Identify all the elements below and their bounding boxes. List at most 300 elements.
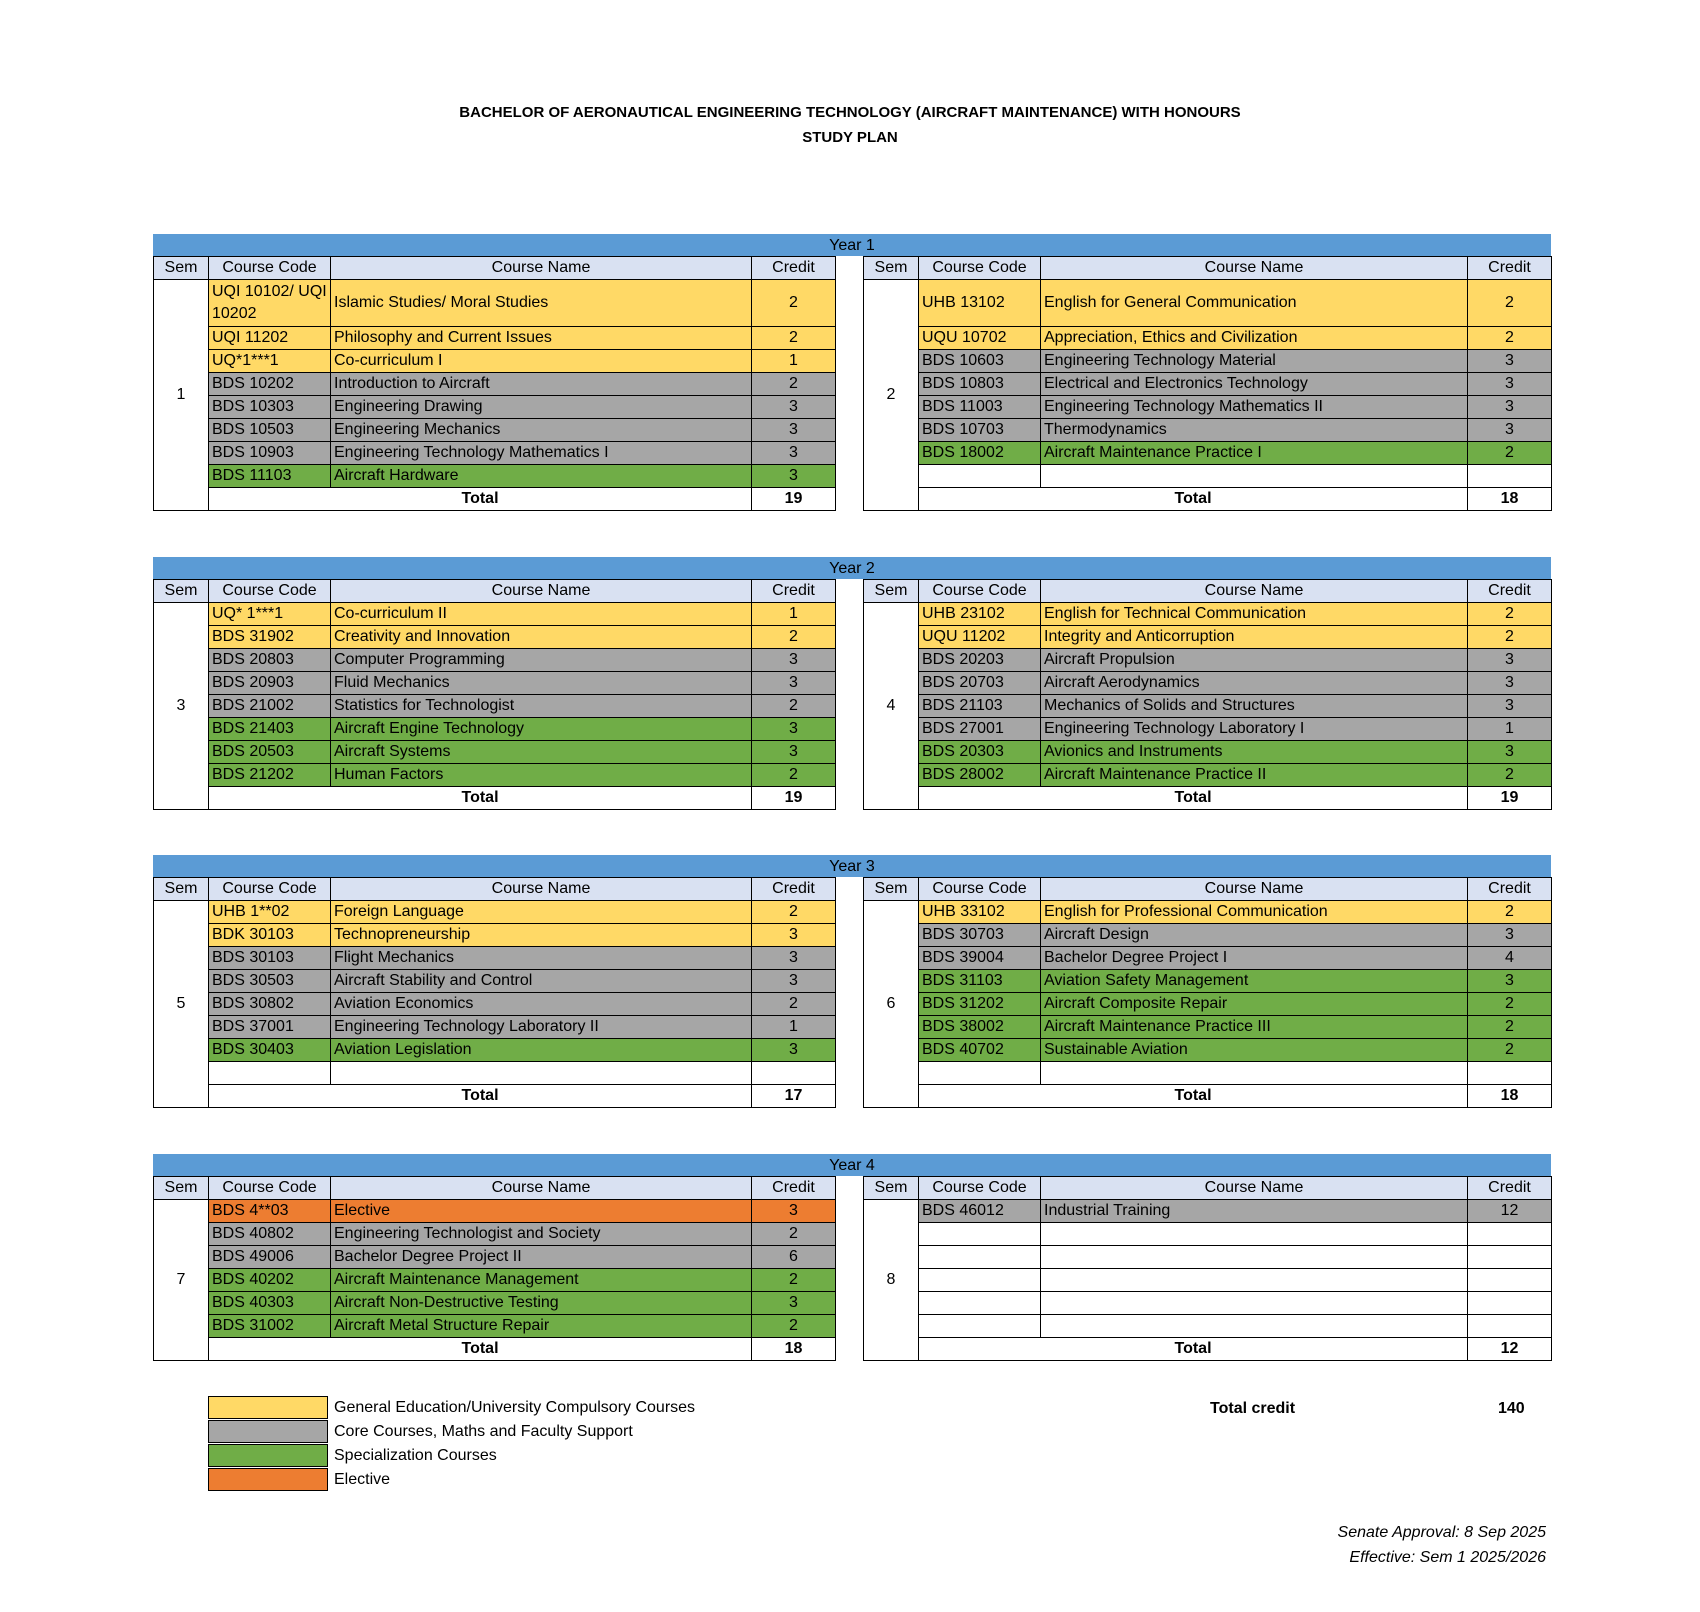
course-code: BDS 38002 [919,1016,1041,1039]
credit-header: Credit [1468,580,1552,603]
course-name: Engineering Technology Mathematics I [331,442,752,465]
course-name: Aircraft Design [1041,924,1468,947]
sem-header: Sem [154,257,209,280]
semester-table [153,579,836,810]
course-name: Aircraft Aerodynamics [1041,672,1468,695]
header-row [154,257,836,280]
course-name: Technopreneurship [331,924,752,947]
course-row [864,947,1552,970]
course-row [154,1200,836,1223]
course-credit: 2 [752,626,836,649]
course-row [864,1269,1552,1292]
course-code: BDS 10603 [919,350,1041,373]
course-credit: 2 [1468,626,1552,649]
legend-item [208,1396,695,1420]
legend-item [208,1420,695,1444]
total-row [864,488,1552,511]
course-name: Electrical and Electronics Technology [1041,373,1468,396]
course-code [919,1292,1041,1315]
course-name: English for Professional Communication [1041,901,1468,924]
year-label: Year 2 [153,557,1551,579]
course-name: Engineering Drawing [331,396,752,419]
course-row [864,419,1552,442]
course-code: BDS 20303 [919,741,1041,764]
course-code: BDS 31103 [919,970,1041,993]
course-row [154,970,836,993]
course-code: BDS 10503 [209,419,331,442]
course-row [154,626,836,649]
course-row [154,764,836,787]
course-credit: 2 [1468,280,1552,327]
course-name: Introduction to Aircraft [331,373,752,396]
sem-header: Sem [864,257,919,280]
year-block [153,234,1551,507]
semester-number: 5 [154,901,209,1108]
year-label: Year 1 [153,234,1551,256]
course-credit: 3 [1468,924,1552,947]
course-name: Aircraft Maintenance Management [331,1269,752,1292]
course-code: UQU 10702 [919,327,1041,350]
year-block [153,855,1551,1104]
course-name: Co-curriculum I [331,350,752,373]
course-row [864,1200,1552,1223]
course-code: UHB 13102 [919,280,1041,327]
course-row [154,1223,836,1246]
course-code: BDS 40802 [209,1223,331,1246]
course-code: BDS 21103 [919,695,1041,718]
course-code-header: Course Code [919,257,1041,280]
course-code-header: Course Code [209,580,331,603]
course-credit: 3 [1468,970,1552,993]
course-credit: 3 [1468,672,1552,695]
course-row [154,603,836,626]
semester-table [863,256,1552,511]
semester-table [863,579,1552,810]
total-label: Total [209,1085,752,1108]
course-credit: 3 [752,970,836,993]
course-name: Aircraft Systems [331,741,752,764]
course-name: Integrity and Anticorruption [1041,626,1468,649]
course-credit: 2 [1468,1039,1552,1062]
course-name-header: Course Name [331,1177,752,1200]
course-credit: 2 [1468,327,1552,350]
course-code: UQ* 1***1 [209,603,331,626]
legend-item [208,1444,695,1468]
course-name: Creativity and Innovation [331,626,752,649]
course-credit: 3 [752,741,836,764]
course-credit: 1 [1468,718,1552,741]
course-row [154,442,836,465]
course-row [864,1016,1552,1039]
course-code: BDS 18002 [919,442,1041,465]
course-credit: 2 [752,373,836,396]
legend-label: Elective [334,1471,391,1488]
course-name: Human Factors [331,764,752,787]
course-name-header: Course Name [1041,878,1468,901]
course-credit: 2 [1468,603,1552,626]
total-row [154,787,836,810]
course-credit: 3 [1468,649,1552,672]
sem-header: Sem [154,878,209,901]
course-credit: 4 [1468,947,1552,970]
total-credits: 18 [752,1338,836,1361]
year-block [153,1154,1551,1357]
course-code: BDS 21202 [209,764,331,787]
total-label: Total [919,787,1468,810]
course-name: Engineering Technology Material [1041,350,1468,373]
course-code [919,1269,1041,1292]
course-row [864,280,1552,327]
course-name: Aircraft Hardware [331,465,752,488]
course-credit: 2 [752,764,836,787]
total-credits: 18 [1468,1085,1552,1108]
course-row [864,396,1552,419]
legend-label: General Education/University Compulsory Courses [334,1399,696,1416]
legend-item [208,1468,695,1492]
course-name [1041,1315,1468,1338]
course-name: Sustainable Aviation [1041,1039,1468,1062]
course-credit: 2 [1468,993,1552,1016]
course-name: Aircraft Non-Destructive Testing [331,1292,752,1315]
course-code: BDS 11003 [919,396,1041,419]
semester-table [863,877,1552,1108]
course-row [154,649,836,672]
course-code: BDS 46012 [919,1200,1041,1223]
course-code: BDS 11103 [209,465,331,488]
effective-date: Effective: Sem 1 2025/2026 [1349,1549,1546,1566]
course-name-header: Course Name [1041,1177,1468,1200]
legend-swatch [208,1444,328,1467]
course-row [864,327,1552,350]
document-title: BACHELOR OF AERONAUTICAL ENGINEERING TECHNOLOGY (AIRCRAFT MAINTENANCE) WITH HONOURS [459,104,1241,121]
course-credit: 2 [752,901,836,924]
course-row [864,1062,1552,1085]
course-row [864,901,1552,924]
course-name: Co-curriculum II [331,603,752,626]
course-name [1041,1269,1468,1292]
course-name: Statistics for Technologist [331,695,752,718]
course-row [154,465,836,488]
course-row [154,396,836,419]
total-label: Total [209,488,752,511]
course-row [154,695,836,718]
document-subtitle: STUDY PLAN [802,129,898,146]
course-row [864,465,1552,488]
header-row [864,1177,1552,1200]
legend-label: Core Courses, Maths and Faculty Support [334,1423,633,1440]
sem-header: Sem [154,580,209,603]
course-name: Appreciation, Ethics and Civilization [1041,327,1468,350]
course-credit: 3 [752,649,836,672]
course-row [864,350,1552,373]
course-row [154,718,836,741]
course-credit: 2 [752,1315,836,1338]
course-code: BDS 20803 [209,649,331,672]
course-code: UHB 1**02 [209,901,331,924]
course-name: Aircraft Maintenance Practice II [1041,764,1468,787]
course-row [154,350,836,373]
course-code-header: Course Code [919,878,1041,901]
course-code: BDS 37001 [209,1016,331,1039]
course-credit: 3 [752,924,836,947]
course-code: BDS 30103 [209,947,331,970]
course-credit: 3 [752,396,836,419]
course-row [864,924,1552,947]
course-row [154,1246,836,1269]
course-credit: 3 [752,442,836,465]
course-code-header: Course Code [209,878,331,901]
course-name [1041,1246,1468,1269]
credit-header: Credit [1468,878,1552,901]
course-row [864,1223,1552,1246]
course-code: BDS 30403 [209,1039,331,1062]
course-credit [1468,465,1552,488]
course-credit: 2 [752,280,836,327]
course-code: BDS 31002 [209,1315,331,1338]
course-name-header: Course Name [331,878,752,901]
course-name: Aircraft Maintenance Practice III [1041,1016,1468,1039]
total-label: Total [919,1085,1468,1108]
semester-number: 1 [154,280,209,511]
course-row [154,419,836,442]
total-row [864,1085,1552,1108]
course-row [154,1315,836,1338]
course-credit: 3 [1468,373,1552,396]
header-row [154,878,836,901]
course-name: Engineering Mechanics [331,419,752,442]
sem-header: Sem [154,1177,209,1200]
course-code-header: Course Code [919,580,1041,603]
course-code [209,1062,331,1085]
course-name-header: Course Name [331,257,752,280]
course-row [864,741,1552,764]
course-code [919,1315,1041,1338]
course-code: BDS 40202 [209,1269,331,1292]
course-code: BDS 20903 [209,672,331,695]
course-name: Aircraft Stability and Control [331,970,752,993]
course-code: UQU 11202 [919,626,1041,649]
course-code [919,1062,1041,1085]
course-name: Aircraft Engine Technology [331,718,752,741]
course-code: BDS 39004 [919,947,1041,970]
course-code-header: Course Code [209,257,331,280]
credit-header: Credit [752,580,836,603]
course-row [864,442,1552,465]
course-row [154,993,836,1016]
course-credit: 3 [1468,350,1552,373]
legend-label: Specialization Courses [334,1447,497,1464]
course-name: Bachelor Degree Project I [1041,947,1468,970]
course-code: BDS 10202 [209,373,331,396]
course-credit: 2 [1468,764,1552,787]
course-credit [1468,1246,1552,1269]
course-row [154,1039,836,1062]
total-credits: 19 [1468,787,1552,810]
sem-header: Sem [864,1177,919,1200]
course-code: BDS 20203 [919,649,1041,672]
course-code: BDS 49006 [209,1246,331,1269]
course-row [154,672,836,695]
course-credit [1468,1292,1552,1315]
course-credit [752,1062,836,1085]
total-label: Total [209,1338,752,1361]
course-credit: 3 [752,947,836,970]
course-name: Aviation Economics [331,993,752,1016]
course-name: Flight Mechanics [331,947,752,970]
course-credit [1468,1315,1552,1338]
course-code [919,465,1041,488]
course-name: Industrial Training [1041,1200,1468,1223]
course-credit: 2 [752,1223,836,1246]
course-name: Islamic Studies/ Moral Studies [331,280,752,327]
total-credits: 18 [1468,488,1552,511]
course-name [1041,1062,1468,1085]
course-row [154,1292,836,1315]
course-name: Engineering Technology Mathematics II [1041,396,1468,419]
semester-table [153,1176,836,1361]
course-credit: 3 [752,465,836,488]
course-name-header: Course Name [331,580,752,603]
course-name [1041,465,1468,488]
course-credit: 3 [752,1292,836,1315]
course-code: UQI 11202 [209,327,331,350]
total-label: Total [209,787,752,810]
credit-header: Credit [752,878,836,901]
course-credit: 1 [752,350,836,373]
total-credit-value: 140 [1498,1400,1525,1417]
credit-header: Credit [752,1177,836,1200]
course-credit [1468,1062,1552,1085]
course-code: BDS 31902 [209,626,331,649]
course-row [864,695,1552,718]
course-row [154,280,836,327]
course-credit: 3 [752,1039,836,1062]
course-row [864,1039,1552,1062]
sem-header: Sem [864,580,919,603]
total-row [154,1338,836,1361]
course-name: Engineering Technology Laboratory II [331,1016,752,1039]
year-block [153,557,1551,806]
credit-header: Credit [752,257,836,280]
course-row [154,1016,836,1039]
course-code: BDS 30802 [209,993,331,1016]
course-name-header: Course Name [1041,257,1468,280]
course-row [864,718,1552,741]
total-row [864,1338,1552,1361]
course-row [154,1062,836,1085]
course-name: Aviation Legislation [331,1039,752,1062]
course-name: English for Technical Communication [1041,603,1468,626]
course-code: BDS 10703 [919,419,1041,442]
semester-table [153,877,836,1108]
course-code: BDS 10903 [209,442,331,465]
course-credit: 2 [1468,1016,1552,1039]
course-credit: 3 [1468,396,1552,419]
course-name: Mechanics of Solids and Structures [1041,695,1468,718]
legend-swatch [208,1420,328,1443]
course-credit: 3 [752,718,836,741]
course-name: Aircraft Propulsion [1041,649,1468,672]
course-name: Foreign Language [331,901,752,924]
total-label: Total [919,1338,1468,1361]
header-row [864,257,1552,280]
course-name: Avionics and Instruments [1041,741,1468,764]
course-code: BDS 4**03 [209,1200,331,1223]
course-code [919,1223,1041,1246]
total-row [154,488,836,511]
semester-number: 2 [864,280,919,511]
course-credit: 12 [1468,1200,1552,1223]
course-credit: 2 [752,993,836,1016]
course-row [864,373,1552,396]
course-name [1041,1292,1468,1315]
course-name: Computer Programming [331,649,752,672]
credit-header: Credit [1468,1177,1552,1200]
course-name: Aircraft Metal Structure Repair [331,1315,752,1338]
course-row [154,741,836,764]
course-row [864,626,1552,649]
course-name: Philosophy and Current Issues [331,327,752,350]
header-row [864,580,1552,603]
legend-swatch [208,1468,328,1491]
course-code: BDS 20503 [209,741,331,764]
semester-table [863,1176,1552,1361]
course-code: BDS 21002 [209,695,331,718]
course-row [864,1315,1552,1338]
course-credit: 2 [752,327,836,350]
total-label: Total [919,488,1468,511]
course-credit: 2 [1468,901,1552,924]
course-name-header: Course Name [1041,580,1468,603]
course-name: Engineering Technology Laboratory I [1041,718,1468,741]
course-row [864,993,1552,1016]
course-credit: 1 [752,603,836,626]
course-name: English for General Communication [1041,280,1468,327]
course-row [154,373,836,396]
course-name: Aviation Safety Management [1041,970,1468,993]
total-row [864,787,1552,810]
course-code: UHB 23102 [919,603,1041,626]
course-name: Thermodynamics [1041,419,1468,442]
course-name: Aircraft Composite Repair [1041,993,1468,1016]
course-credit: 2 [1468,442,1552,465]
course-credit: 3 [752,419,836,442]
semester-table [153,256,836,511]
course-code: BDS 21403 [209,718,331,741]
course-row [154,901,836,924]
course-name [331,1062,752,1085]
course-code: UHB 33102 [919,901,1041,924]
course-code: BDS 10303 [209,396,331,419]
total-credit-label: Total credit [1210,1400,1296,1417]
total-row [154,1085,836,1108]
total-credits: 17 [752,1085,836,1108]
course-code-header: Course Code [919,1177,1041,1200]
course-name: Bachelor Degree Project II [331,1246,752,1269]
course-row [864,603,1552,626]
course-credit [1468,1223,1552,1246]
course-code: BDS 30503 [209,970,331,993]
course-row [864,1292,1552,1315]
header-row [154,580,836,603]
course-name [1041,1223,1468,1246]
course-code: BDS 40702 [919,1039,1041,1062]
course-credit: 3 [1468,695,1552,718]
course-credit: 1 [752,1016,836,1039]
course-row [864,1246,1552,1269]
course-code: BDS 40303 [209,1292,331,1315]
course-code: BDS 10803 [919,373,1041,396]
